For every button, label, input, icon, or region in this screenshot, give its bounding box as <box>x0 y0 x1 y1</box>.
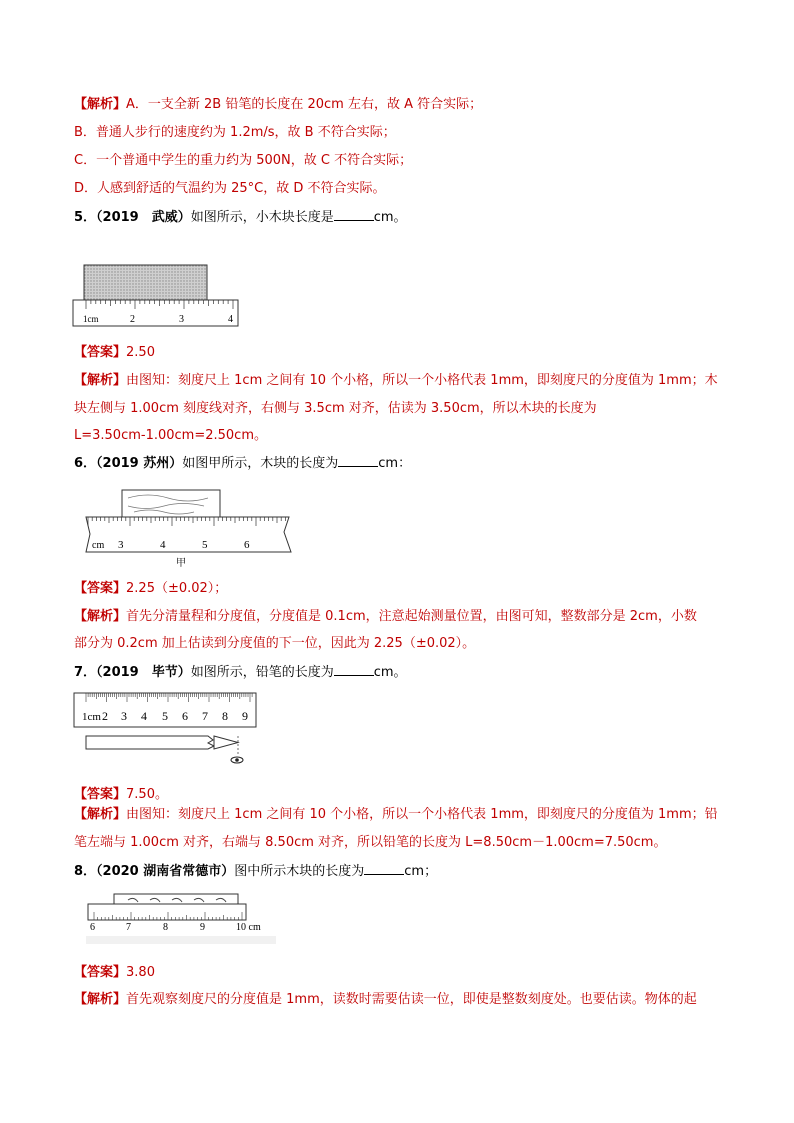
analysis-6-line-1: 【解析】首先分清量程和分度值，分度值是 0.1cm，注意起始测量位置，由图可知，整数部分是 2cm，小数 <box>74 609 697 624</box>
ruler-label: cm <box>92 540 105 551</box>
ruler-label: 9 <box>200 922 205 933</box>
answer-blank <box>334 208 374 221</box>
ruler-label: 3 <box>118 539 124 551</box>
ruler-figure-q6 <box>84 488 299 570</box>
question-6: 6．（2019 苏州）如图甲所示，木块的长度为 cm： <box>74 456 412 471</box>
answer-blank <box>364 862 404 875</box>
ruler-label: 10 cm <box>236 922 261 933</box>
ruler-label: 8 <box>163 922 168 933</box>
ruler-label: 2 <box>130 314 135 325</box>
answer-7: 【答案】7.50。 <box>74 787 168 802</box>
answer-blank <box>334 663 374 676</box>
analysis-7-line-2: 笔左端与 1.00cm 对齐，右端与 8.50cm 对齐，所以铅笔的长度为 L=8.50cm－1.00cm=7.50cm。 <box>74 835 667 850</box>
analysis-line-a: 【解析】A．一支全新 2B 铅笔的长度在 20cm 左右，故 A 符合实际； <box>74 97 483 112</box>
pencil <box>86 736 214 749</box>
ruler-label: 1cm <box>83 314 99 324</box>
analysis-8-line-1: 【解析】首先观察刻度尺的分度值是 1mm，读数时需要估读一位，即使是整数刻度处。也要估读。物体的起 <box>74 992 697 1007</box>
ruler-label: 9 <box>242 709 248 723</box>
ruler-label: 2 <box>102 709 108 723</box>
ruler-label: 1cm <box>82 711 101 723</box>
analysis-5-line-1: 【解析】由图知：刻度尺上 1cm 之间有 10 个小格，所以一个小格代表 1mm，即刻度尺的分度值为 1mm；木 <box>74 373 718 388</box>
analysis-5-line-2: 块左侧与 1.00cm 刻度线对齐，右侧与 3.5cm 对齐，估读为 3.50cm，所以木块的长度为 <box>74 401 597 416</box>
question-7: 7．（2019 毕节）如图所示，铅笔的长度为 cm。 <box>74 665 407 680</box>
analysis-5-line-3: L=3.50cm-1.00cm=2.50cm。 <box>74 428 267 443</box>
ruler-label: 7 <box>202 709 208 723</box>
analysis-line-c: C．一个普通中学生的重力约为 500N，故 C 不符合实际； <box>74 153 413 168</box>
answer-5: 【答案】2.50 <box>74 345 155 360</box>
answer-blank <box>338 454 378 467</box>
ruler-label: 6 <box>244 539 250 551</box>
ruler-label: 6 <box>90 922 95 933</box>
ruler-label: 4 <box>228 314 233 325</box>
ruler-label: 7 <box>126 922 131 933</box>
ruler-label: 3 <box>179 314 184 325</box>
answer-8: 【答案】3.80 <box>74 965 155 980</box>
ruler-label: 4 <box>141 709 147 723</box>
ruler-label: 5 <box>162 709 168 723</box>
question-8: 8．（2020 湖南省常德市）图中所示木块的长度为 cm； <box>74 864 438 879</box>
ruler-label: 4 <box>160 539 166 551</box>
wooden-block <box>84 265 207 300</box>
ruler-label: 6 <box>182 709 188 723</box>
pencil-tip <box>214 736 238 749</box>
ruler-figure-q5 <box>72 262 242 330</box>
analysis-7-line-1: 【解析】由图知：刻度尺上 1cm 之间有 10 个小格，所以一个小格代表 1mm，即刻度尺的分度值为 1mm；铅 <box>74 807 718 822</box>
ruler-label: 8 <box>222 709 228 723</box>
analysis-line-d: D．人感到舒适的气温约为 25°C，故 D 不符合实际。 <box>74 181 386 196</box>
analysis-6-line-2: 部分为 0.2cm 加上估读到分度值的下一位，因此为 2.25（±0.02）。 <box>74 636 476 651</box>
ruler-body <box>86 517 291 552</box>
analysis-line-b: B．普通人步行的速度约为 1.2m/s，故 B 不符合实际； <box>74 125 396 140</box>
ruler-body <box>88 904 246 920</box>
eye-icon <box>231 757 243 763</box>
figure-label: 甲 <box>176 558 186 569</box>
ruler-figure-q8 <box>84 890 284 948</box>
ruler-label: 5 <box>202 539 208 551</box>
wooden-block <box>122 490 220 517</box>
ruler-figure-q7 <box>72 690 262 768</box>
question-5: 5．（2019 武威）如图所示，小木块长度是 cm。 <box>74 210 407 225</box>
ruler-label: 3 <box>121 709 127 723</box>
answer-6: 【答案】2.25（±0.02）； <box>74 581 228 596</box>
